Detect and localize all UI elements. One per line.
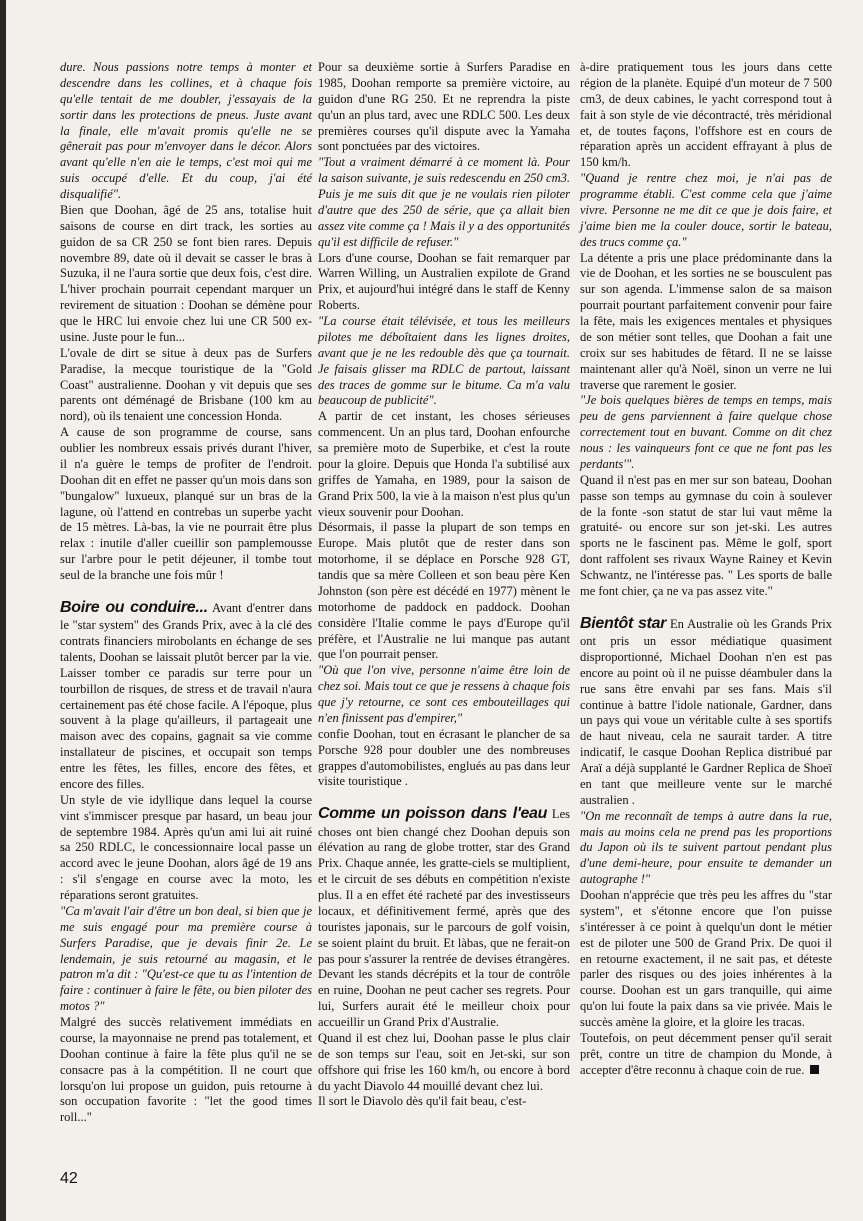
body-paragraph <box>580 1031 832 1079</box>
paragraph-text: Pour sa deuxième sortie à Surfers Paradise en 1985, Doohan remporte sa première victoire, au guidon d'une RG 250. Et ne reprendra la piste qu'un an plus tard, avec une RDLC 500. Les deux premières courses qu'il dispute avec la Yamaha sont ponctuées par des victoires. <box>318 60 570 154</box>
quote-paragraph <box>580 393 832 472</box>
body-paragraph <box>318 251 570 315</box>
section-heading: Bientôt star <box>580 614 667 632</box>
body-paragraph <box>580 888 832 1031</box>
paragraph-text: à-dire pratiquement tous les jours dans cette région de la planète. Equipé d'un moteur de 7 500 cm3, de deux cabines, le yacht correspond tout à fait à son style de vie décontracté, très méridional et, de toutes façons, l'offshore est en cours de réparation après un accident effrayant à plus de 150 km/h. <box>580 60 832 170</box>
article-column-2 <box>318 60 570 1110</box>
paragraph-text: "On me reconnaît de temps à autre dans la rue, mais au moins cela ne prend pas les proportions du Japon où ils te suivent partout pendant plus d'une demi-heure, pour ensuite te demander un autographe !" <box>580 808 832 887</box>
paragraph-text: Toutefois, on peut décemment penser qu'il serait prêt, contre un titre de champion du Monde, à accepter d'être reconnu à chaque coin de rue. <box>580 1030 832 1077</box>
quote-paragraph <box>60 60 312 203</box>
paragraph-text: Lors d'une course, Doohan se fait remarquer par Warren Willing, un Australien expilote de Grand Prix, et aujourd'hui intégré dans le staff de Kenny Roberts. <box>318 250 570 313</box>
paragraph-text: "Je bois quelques bières de temps en temps, mais peu de gens parviennent à faire quelque chose correctement tout en buvant. Comme on dit chez nous : les vainqueurs font ce que ne font pas les perdants'". <box>580 393 832 471</box>
paragraph-text: Doohan n'apprécie que très peu les affres du "star system", et s'étonne encore que l'on puisse s'intéresser à ce point à quelqu'un dont le métier est de piloter une 500 de Grand Prix. De quoi il en retourne exactement, il ne sait pas, et déteste parler des risques ou des joies inhérentes à la course. Doohan est un gars tranquille, qui aime qu'on lui foute la paix dans sa vie privée. Mais le succès amène la gloire, et la gloire les tracas. <box>580 888 832 1030</box>
end-of-article-square-icon <box>810 1065 819 1074</box>
section-text: Avant d'entrer dans le "star system" des Grands Prix, avec à la clé des contrats financiers mirobolants en échange de ses talents, Doohan se laissait plutôt bercer par la vie. Laisser tomber ce paradis sur terre pour un tourbillon de risques, de stress et de travail n'aura certainement pas été chose facile. A l'époque, plus souvent à la plage qu'ailleurs, il partageait une maison avec des copains, gagnait sa vie comme installateur de piscines, et occupait son temps entre les fêtes, les filles, encore des fêtes, et encore des filles. <box>60 600 312 791</box>
body-paragraph <box>60 793 312 904</box>
body-paragraph <box>580 251 832 394</box>
paragraph-text: Quand il est chez lui, Doohan passe le plus clair de son temps sur l'eau, soit en Jet-ski, sur son offshore qui frise les 160 km/h, ou encore à bord du yacht Diavolo 44 mouillé devant chez lui. <box>318 1030 570 1093</box>
quote-paragraph <box>318 314 570 409</box>
page-edge-bar <box>0 0 6 1221</box>
article-column-1 <box>60 60 312 1126</box>
paragraph-text: "Ca m'avait l'air d'être un bon deal, si bien que je me suis engagé pour ma première course à Surfers Paradise, que je devais finir 2e. Le lendemain, je suis retourné au magasin, et le patron m'a dit : "Qu'est-ce que tu as l'intention de faire : continuer à faire le fête, ou bien piloter des motos ?" <box>60 903 312 1014</box>
section-paragraph <box>580 614 832 809</box>
body-paragraph <box>580 60 832 171</box>
body-paragraph <box>60 1015 312 1126</box>
section-paragraph <box>318 804 570 1031</box>
article-column-3 <box>580 60 832 1079</box>
paragraph-text: Bien que Doohan, âgé de 25 ans, totalise huit saisons de course en dirt track, les sorties au guidon de sa CR 250 se font bien rares. Depuis novembre 89, date où il devait se casser le bras à Suzuka, il ne l'aura sortie que deux fois, c'est dire. L'hiver prochain pourrait cependant marquer un revirement de situation : Doohan se démène pour que le HRC lui envoie chez lui une CR 500 ex-usine. Juste pour le fun... <box>60 202 312 344</box>
paragraph-text: "Tout a vraiment démarré à ce moment là. Pour la saison suivante, je suis redescendu en 250 cm3. Puis je me suis dit que je ne voulais rien piloter d'autre que des 250 de série, que ça allait bien assez vite comme ça ! Mais il y a des opportunités qu'il est difficile de refuser." <box>318 155 570 249</box>
quote-paragraph <box>580 171 832 250</box>
body-paragraph <box>318 1094 570 1110</box>
body-paragraph <box>318 60 570 155</box>
body-paragraph <box>60 203 312 346</box>
quote-paragraph <box>318 663 570 727</box>
body-paragraph <box>60 346 312 425</box>
paragraph-text: "La course était télévisée, et tous les meilleurs pilotes me déboîtaient dans les lignes droites, avant que je ne les redouble dès que ça tournait. Je faisais glisser ma RDLC de partout, laissant des traces de gomme sur le bitume. Ca m'a valu beaucoup de publicité". <box>318 314 570 408</box>
section-paragraph <box>60 598 312 793</box>
body-paragraph <box>60 425 312 584</box>
section-heading: Comme un poisson dans l'eau <box>318 805 548 823</box>
paragraph-text: "Où que l'on vive, personne n'aime être loin de chez soi. Mais tout ce que je ressens à chaque fois que j'y retourne, ce sont ces embouteillages qui n'en finissent pas d'empirer," <box>318 663 570 725</box>
quote-paragraph <box>318 155 570 250</box>
paragraph-text: confie Doohan, tout en écrasant le plancher de sa Porsche 928 pour doubler une des nombreuses grappes d'automobilistes, englués au pas dans leur visite touristique . <box>318 726 570 789</box>
body-paragraph <box>318 520 570 663</box>
paragraph-text: "Quand je rentre chez moi, je n'ai pas de programme établi. C'est comme cela que j'aime vivre. Personne ne me dit ce que je dois faire, et j'aime bien me la couler douce, sortir le bateau, des trucs comme ça." <box>580 171 832 249</box>
paragraph-text: A partir de cet instant, les choses sérieuses commencent. Un an plus tard, Doohan enfourche sa première moto de Superbike, et c'est la route pour la gloire. Depuis que Honda l'a subtilisé aux griffes de Yamaha, en 1989, pour la saison de Grand Prix 500, la vie à la maison n'est plus qu'un vieux souvenir pour Doohan. <box>318 409 570 519</box>
page-number: 42 <box>60 1170 78 1187</box>
paragraph-text: Quand il n'est pas en mer sur son bateau, Doohan passe son temps au gymnase du coin à soulever de la fonte -son statut de star lui vaut même la gratuité- ou encore sur son jet-ski. Les autres sports ne le fascinent pas. Même le golf, sport dont raffolent ses rivaux Wayne Rainey et Kevin Schwantz, ne l'intéresse pas. " Les sports de balle me font chier, ça ne va pas assez vite." <box>580 472 832 598</box>
quote-paragraph <box>60 904 312 1015</box>
body-paragraph <box>580 473 832 600</box>
paragraph-text: Malgré des succès relativement immédiats en course, la mayonnaise ne prend pas totalement, et Doohan continue à faire la fête plus qu'il ne se consacre pas à la compétition. Il ne court que lorsqu'on lui propose un guidon, puis retourne à son occupation favorite : "let the good times roll..." <box>60 1015 312 1125</box>
paragraph-text: Il sort le Diavolo dès qu'il fait beau, c'est- <box>318 1094 527 1109</box>
paragraph-text: Un style de vie idyllique dans lequel la course vint s'immiscer presque par hasard, un beau jour de septembre 1984. Après qu'un ami lui ait ruiné sa 250 RDLC, le concessionnaire local passe un accord avec le jeune Doohan, alors âgé de 19 ans : s'il s'engage en course avec la moto, les réparations seront gratuites. <box>60 792 312 903</box>
section-text: En Australie où les Grands Prix ont pris un essor médiatique quasiment disproportionné, Michael Doohan n'en est pas encore au point où il ne puisse déambuler dans la rue sans être envahi par ses fans. Mais s'il continue à battre l'idole nationale, Gardner, dans un pays qui voue un véritable culte à ses sportifs de haut niveau, cela ne saurait tarder. A titre indicatif, le casque Doohan Replica distribué par Araï a déjà supplanté le Gardner Replica de Shoeï en tant que meilleure vente sur le marché australien . <box>580 616 832 807</box>
paragraph-text: L'ovale de dirt se situe à deux pas de Surfers Paradise, la mecque touristique de la "Gold Coast" australienne. Doohan y vit depuis que ses parents ont déménagé de Brisbane (100 km au nord), où ils tenaient une concession Honda. <box>60 345 312 424</box>
paragraph-text: Désormais, il passe la plupart de son temps en Europe. Mais plutôt que de rester dans son motorhome, il se déplace en Porsche 928 GT, tandis que sa mère Colleen et son beau père Ken Johnston (son père est décédé en 1977) mènent le motorhome de paddock en paddock. Doohan considère l'Italie comme le pays d'Europe qu'il préfère, et l'Australie ne lui manque pas autant que l'on pourrait penser. <box>318 520 570 662</box>
body-paragraph <box>318 1031 570 1095</box>
quote-paragraph <box>580 809 832 888</box>
body-paragraph <box>318 409 570 520</box>
paragraph-text: A cause de son programme de course, sans oublier les nombreux essais privés durant l'hiver, il n'a guère le temps de profiter de l'endroit. Doohan dit en effet ne passer qu'un mois dans son "bungalow" luxueux, planqué sur un bras de la lagune, où l'attend en contrebas un superbe yacht de 15 mètres. Là-bas, la vie ne pourrait être plus relax : inutile d'aller cueillir son pamplemousse sur l'arbre pour le petit déjeuner, il tombe tout seul de la branche une fois mûr ! <box>60 425 312 582</box>
body-paragraph <box>318 727 570 791</box>
paragraph-text: dure. Nous passions notre temps à monter et descendre dans les collines, et à chaque fois qu'elle tentait de me doubler, j'essayais de la sortir dans les protections de pneus. Juste avant la finale, elle m'avait promis qu'elle ne se gênerait pas pour m'envoyer dans le décor. Alors avant qu'elle n'en aie le temps, c'est moi qui me suis occupé d'elle. Et du coup, j'ai été disqualifié". <box>60 60 312 201</box>
section-heading: Boire ou conduire... <box>60 598 208 616</box>
section-text: Les choses ont bien changé chez Doohan depuis son élévation au rang de globe trotter, star des Grand Prix. Chaque année, les gratte-ciels se multiplient, et le circuit de ses débuts en compétition n'existe plus. Il a en effet été racheté par des investisseurs locaux, et définitivement fermé, après que des touristes japonais, sur le parcours de golf voisin, se soient plaint du bruit. Et làbas, que ne ferait-on pas pour s'assurer la rentrée de devises étrangères. Devant les stands décrépits et la tour de contrôle en ruine, Doohan ne peut cacher ses regrets. Pour lui, Surfers aurait été le meilleur choix pour accueillir un Grand Prix d'Australie. <box>318 807 570 1030</box>
paragraph-text: La détente a pris une place prédominante dans la vie de Doohan, et les sorties ne se bousculent pas sur son agenda. L'immense salon de sa maison pourrait pourtant parfaitement convenir pour faire la fête, mais les exigences mentales et physiques de son métier sont telles, que Doohan a fait une croix sur ses habitudes de fêtard. Il ne se laisse maintenant aller qu'à Noël, sinon un verre ne lui traverse que rarement le gosier. <box>580 250 832 392</box>
